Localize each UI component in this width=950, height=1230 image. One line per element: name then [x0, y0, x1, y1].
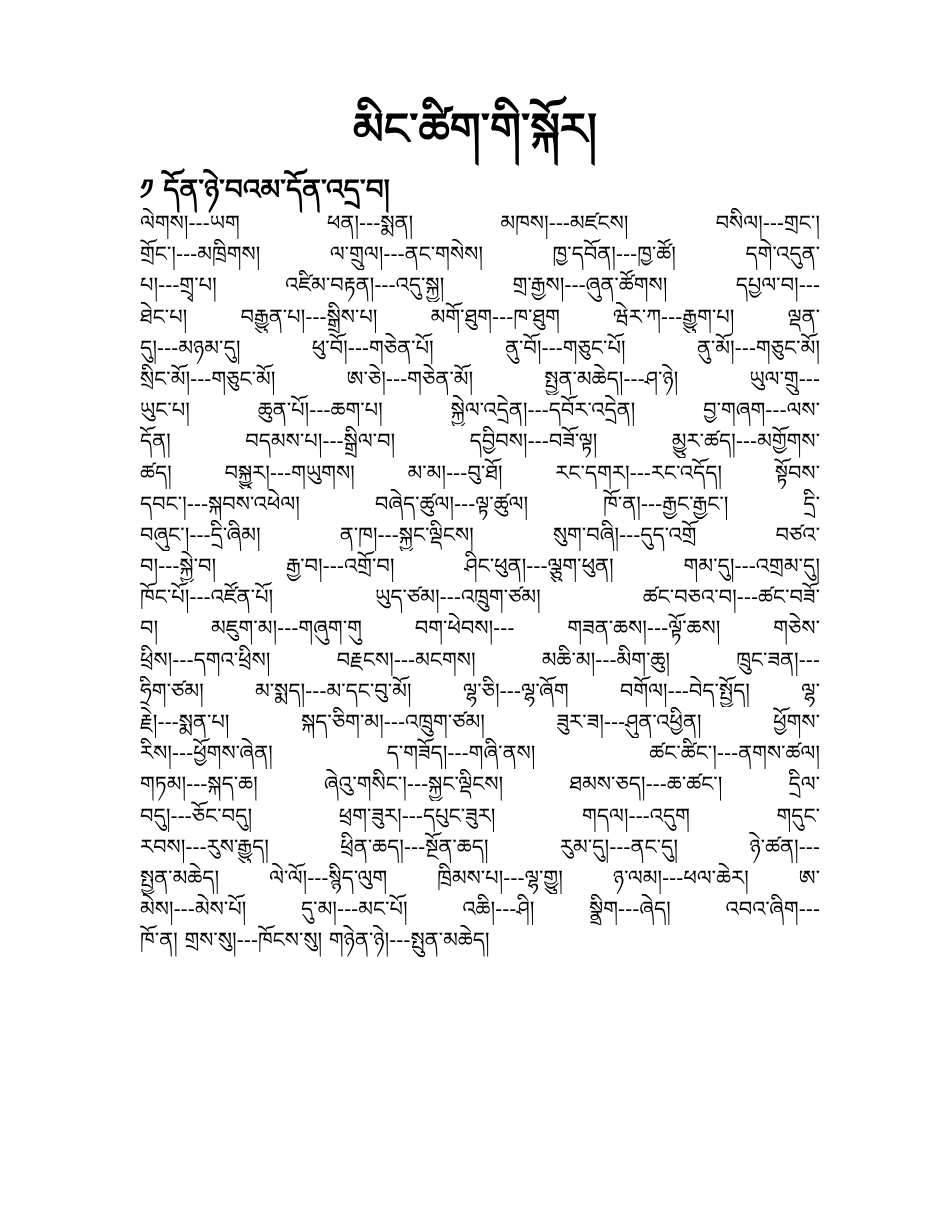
text-line: གྲོང་།---མཁྲིགས། ལ་གྲུལ།---ནང་གསེས། ཁྱ་དབོན།---ཁྱ་ཚོ། དགེ་འདུན་: [140, 242, 820, 267]
text-line: རིས།---ཕྱོགས་ཞེན། ད་གཟོད།---གཞི་ནས། ཚང་ཚིང་།---ནགས་ཚལ།: [140, 741, 820, 766]
text-line: རྗེ།---སྨན་པ། སྐད་ཅིག་མ།---འཁྲུག་ཙམ། ཟུར་ཟ།---ཤུན་འཕྱིན། ཕྱོགས་: [140, 710, 820, 734]
text-line: བདུ།---ཅོང་བདུ། ཕྲག་ཟུར།---དཔུང་ཟུར། གདལ།---འདུག གདུང་: [140, 803, 820, 828]
text-line: ཕྲིས།---དགའ་ཕྲིས། བརྗངས།---མངགས། མཆི་མ།---མིག་ཆུ། ཁྲུང་ཟན།---: [140, 647, 820, 672]
text-line: མེས།---མེས་པོ། དུ་མ།---མང་པོ། འཆི།---ཤི། སྣྲིག---ཞེད། འབའ་ཞིག---: [140, 897, 820, 922]
text-line: དོན། བདམས་པ།---སྒྲིལ་བ། དབྱིབས།---བཟོ་ལྟ། མྱུར་ཚད།---མགྱོགས་: [140, 429, 820, 454]
text-line: ལེགས།---ཡག ཕན།---སྨན། མཁས།---མཛངས། བསིལ།---གྲང་།: [140, 211, 820, 235]
text-line: པ།---གྲྭ་པ། འཛིམ་བརྟན།---འདུ་སྐྱ། གྲ་རྒྱས།---ཞུན་ཚོགས། དཔྱལ་བ།---: [140, 273, 820, 298]
text-line: ཧྲིག་ཙམ། མ་སྨད།---མ་དང་བུ་མོ། ལྷ་ཅི།---ལྷ་ཞོག བགོལ།---བེད་སྤྱོད། ལྷ་: [140, 678, 820, 703]
text-line: གཏམ།---སྐད་ཆ། ཞེའུ་གསིང་།---སྐྱང་ལྡིངས། ཐམས་ཅད།---ཆ་ཚང་། དྲིལ་: [140, 772, 820, 797]
text-line: དབང་།---སྐབས་འཕེལ། བཞེད་ཚུལ།---ལྟ་ཚུལ། ཁོ་ན།---རྒྱང་རྒྱང་། དྲི་: [140, 491, 820, 516]
text-line: བ། མཇུག་མ།---གཞུག་གུ བག་ཕེབས།--- གཟན་ཆས།---ལྟོ་ཆས། གཅེས་: [140, 616, 820, 641]
text-line: བཞུང་།---དྲི་ཞིམ། ན་ཁ།---སྐྱང་ལྡིངས། སུག་བཞི།---དུད་འགྲོ བཙའ་: [140, 522, 820, 547]
text-line: སྲིང་མོ།---གཅུང་མོ། ཨ་ཅེ།---གཅེན་མོ། སྤྱན་མཆེད།---ཤ་ཉེ། ཡུལ་གྲུ---: [140, 366, 820, 391]
text-line: ཚད། བསྐྱུར།---གཡུགས། མ་མ།---བུ་ཐོ། རང་དགར།---རང་འདོད། སྟོབས་: [140, 460, 820, 485]
text-line: སྤྱན་མཆེད། ལེ་ལོ།---སྙིད་ལུག ཁྲིམས་པ།---ལྷ་གྱུ། ཉ་ལམ།---ཕལ་ཆེར། ཨ་: [140, 865, 820, 890]
section-heading: ༡ དོན་ཉེ་བའམ་དོན་འདྲ་བ།: [140, 173, 390, 206]
document-title: མིང་ཚིག་གི་སྐོར།: [352, 104, 598, 155]
text-line: རབས།---རུས་རྒྱུད། ཕྲིན་ཆད།---སྔོན་ཆད། རུམ་དུ།---ནང་དུ། ཉེ་ཚན།---: [140, 834, 820, 859]
text-line: ཐེང་པ། བརྒྱུན་པ།---སྒྲིས་པ། མགོ་ཐུག---ཁ་ཐུག ཝེར་ཀ---རྒྱུག་པ། ལྡན་: [140, 304, 820, 329]
text-line: ཡུང་པ། ཆུན་པོ།---ཆག་པ། སྐྱེལ་འདྲེན།---དབོར་འདྲེན། བྱ་གཞག---ལས་: [140, 398, 820, 423]
text-line: བ།---སྐྱེ་བ། རྒྱ་བ།---འགྲོ་བ། ཤིང་ཕུན།---ལྕུག་ཕུན། གམ་དུ།---འགྲམ་དུ།: [140, 554, 820, 579]
synonym-list: [140, 208, 820, 957]
text-line: ཁོ་ན། གྲས་སུ།---ཁོངས་སུ། གཉེན་ཉེ།---སྤུན་མཆེད།: [140, 928, 490, 953]
text-line: དུ།---མཉམ་དུ། ཕུ་བོ།---གཅེན་པོ། ནུ་བོ།---གཅུང་པོ། ནུ་མོ།---གཅུང་མོ།: [140, 335, 820, 360]
text-line: ཁོང་པོ།---འཛོན་པོ། ཡུད་ཙམ།---འཁྲུག་ཙམ། ཚང་བཅའ་བ།---ཚང་བཟོ་: [140, 585, 820, 610]
